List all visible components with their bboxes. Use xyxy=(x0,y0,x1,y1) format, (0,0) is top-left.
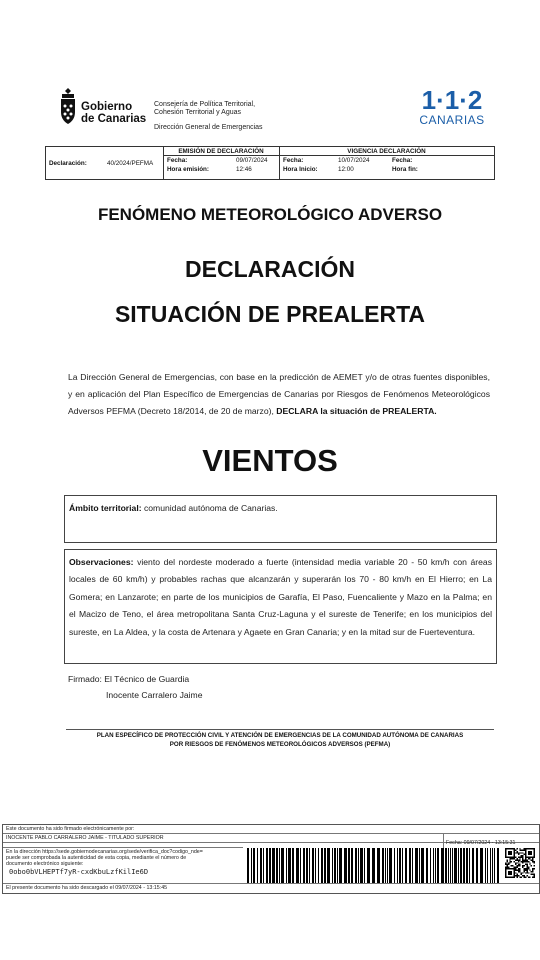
plan-footer-text xyxy=(66,732,494,749)
observaciones-label: Observaciones: xyxy=(69,557,134,567)
plan-divider xyxy=(66,729,494,730)
declaracion-label: Declaración: xyxy=(49,160,87,167)
direccion-line2: puede ser comprobada la autenticidad de esta copia, mediante el número de xyxy=(6,855,187,861)
consejeria-name xyxy=(154,101,255,117)
direccion-line3: documento electrónico siguiente: xyxy=(6,861,84,867)
hora-inicio-label: Hora Inicio: xyxy=(283,166,318,173)
fecha-inicio-value: 10/07/2024 xyxy=(338,157,370,164)
consejeria-line1: Consejería de Política Territorial, xyxy=(154,101,256,108)
fecha-inicio-label: Fecha: xyxy=(283,157,304,164)
112-canarias-text: CANARIAS xyxy=(419,113,485,127)
112-canarias-logo xyxy=(418,86,486,126)
fecha-emision-value: 09/07/2024 xyxy=(236,157,268,164)
fecha-firma-text: Fecha: 09/07/2024 - 13:15:31 xyxy=(446,840,516,846)
ambito-label: Ámbito territorial: xyxy=(69,503,142,513)
fecha-emision-label: Fecha: xyxy=(167,157,188,164)
declaracion-title: DECLARACIÓN xyxy=(185,256,355,282)
situacion-title: SITUACIÓN DE PREALERTA xyxy=(114,301,426,327)
fecha-fin-label: Fecha: xyxy=(392,157,413,164)
intro-text: La Dirección General de Emergencias, con base en la predicción de AEMET y/o de otras fuentes disponibles, y en aplicación del Plan Específico de Emergencias de Canarias por Riesgos de Fenómenos Meteorológicos Adversos PEFMA (Decreto 18/2014, de 20 de marzo), xyxy=(68,372,490,416)
ambito-box xyxy=(64,495,497,543)
direccion-line1: En la dirección https://sede.gobiernodecanarias.org/sede/verifica_doc?codigo_nde= xyxy=(6,849,203,855)
plan-line2: POR RIESGOS DE FENÓMENOS METEOROLÓGICOS ADVERSOS (PEFMA) xyxy=(169,740,391,748)
gobierno-crest-logo xyxy=(58,86,78,126)
firmado-electronicamente-text: Este documento ha sido firmado electrónicamente por: xyxy=(6,826,135,832)
fenomeno-title: FENÓMENO METEOROLÓGICO ADVERSO xyxy=(97,205,443,224)
ambito-value: comunidad autónoma de Canarias. xyxy=(141,503,278,513)
hora-emision-value: 12:46 xyxy=(236,166,252,173)
phenomenon-title: VIENTOS xyxy=(202,443,338,478)
direccion-general: Dirección General de Emergencias xyxy=(154,124,263,131)
barcode-image xyxy=(247,848,500,883)
hora-inicio-value: 12:00 xyxy=(338,166,354,173)
112-number: 1·1·2 xyxy=(421,85,483,115)
vigencia-header: VIGENCIA DECLARACIÓN xyxy=(347,148,426,155)
plan-line1: PLAN ESPECÍFICO DE PROTECCIÓN CIVIL Y ATENCIÓN DE EMERGENCIAS DE LA COMUNIDAD AUTÓNOMA DE CANARIAS xyxy=(96,732,464,739)
hora-emision-label: Hora emisión: xyxy=(167,166,209,173)
emision-header: EMISIÓN DE DECLARACIÓN xyxy=(178,148,264,155)
intro-bold-text: DECLARA la situación de PREALERTA. xyxy=(276,406,437,416)
qr-code-image xyxy=(505,848,535,878)
hora-fin-label: Hora fin: xyxy=(392,166,418,173)
gobierno-name xyxy=(81,101,146,125)
consejeria-line2: Cohesión Territorial y Aguas xyxy=(154,109,242,116)
descargado-text: El presente documento ha sido descargado el 09/07/2024 - 13:15:45 xyxy=(6,885,168,891)
firmante-name: Inocente Carralero Jaime xyxy=(106,690,203,700)
observaciones-value: viento del nordeste moderado a fuerte (intensidad media variable 20 - 50 km/h con áreas locales de 60 km/h) y probables rachas que alcanzarán y superarán los 70 - 80 km/h en El Hierro; en La Gomera; en Lanzarote; en parte de los municipios de Garafía, El Paso, Fuencaliente y Mazo en la Palma; en el Macizo de Teno, el área metropolitana Santa Cruz-Laguna y el sureste de Tenerife; en los municipios del sureste, en La Aldea, y la costa de Artenara y Agaete en Gran Canaria; y en la mitad sur de Fuerteventura. xyxy=(69,557,492,637)
declaration-info-table xyxy=(45,146,495,180)
gobierno-name-line2: de Canarias xyxy=(81,113,147,125)
firmado-text: Firmado: El Técnico de Guardia xyxy=(68,674,190,684)
electronic-signature-footer xyxy=(2,824,540,894)
intro-paragraph xyxy=(68,369,490,420)
signer-text: INOCENTE PABLO CARRALERO JAIME - TITULADO SUPERIOR xyxy=(6,835,164,841)
gobierno-name-line1: Gobierno xyxy=(81,101,133,113)
declaracion-value: 40/2024/PEFMA xyxy=(107,160,154,167)
codigo-documento: 0obo0bVLHEPTf7yR-cxdKbuLzfKilIe6D xyxy=(9,868,149,876)
observaciones-box xyxy=(64,549,497,664)
